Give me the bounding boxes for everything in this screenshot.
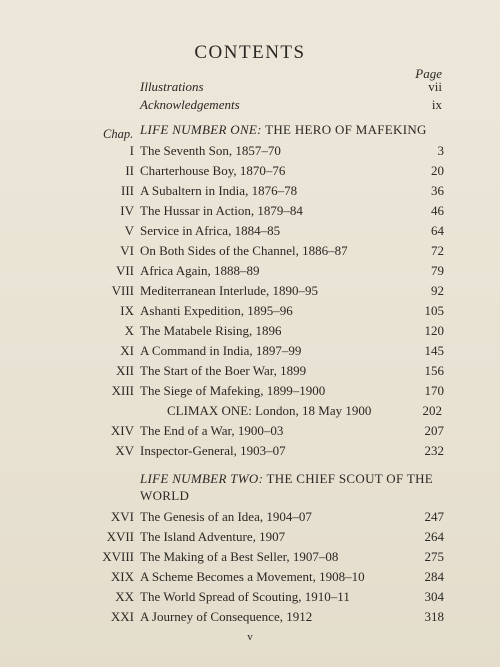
chapter-number: XVIII bbox=[102, 549, 134, 564]
chapter-title: Africa Again, 1888–89 bbox=[140, 263, 260, 278]
toc-row bbox=[0, 423, 500, 443]
climax-row bbox=[167, 403, 442, 423]
chapter-page: 36 bbox=[431, 183, 444, 198]
chapter-title: A Command in India, 1897–99 bbox=[140, 343, 302, 358]
chapter-title: The End of a War, 1900–03 bbox=[140, 423, 284, 438]
chapter-page: 170 bbox=[424, 383, 444, 398]
page-folio: v bbox=[247, 631, 253, 643]
toc-row bbox=[0, 243, 500, 263]
chapter-number: XII bbox=[115, 363, 134, 378]
chapter-title: Inspector-General, 1903–07 bbox=[140, 443, 286, 458]
chapter-page: 46 bbox=[431, 203, 444, 218]
chapter-column-label: Chap. bbox=[103, 127, 134, 141]
chapter-title: The Genesis of an Idea, 1904–07 bbox=[140, 509, 312, 524]
chapter-number: VI bbox=[120, 243, 134, 258]
chapter-page: 92 bbox=[431, 283, 444, 298]
chapter-number: XXI bbox=[110, 609, 134, 624]
chapter-number: III bbox=[121, 183, 134, 198]
chapter-title: Mediterranean Interlude, 1890–95 bbox=[140, 283, 318, 298]
toc-row bbox=[0, 283, 500, 303]
chapter-number: VIII bbox=[111, 283, 134, 298]
toc-row bbox=[0, 383, 500, 403]
part-one-heading bbox=[140, 121, 450, 138]
chapter-number: XIV bbox=[110, 423, 134, 438]
part-one-label: LIFE NUMBER ONE: bbox=[140, 122, 262, 137]
chapter-number: XVII bbox=[106, 529, 134, 544]
chapter-title: The Island Adventure, 1907 bbox=[140, 529, 286, 544]
chapter-number: I bbox=[129, 143, 134, 158]
chapter-title: A Journey of Consequence, 1912 bbox=[140, 609, 313, 624]
front-matter-page: vii bbox=[428, 79, 442, 94]
part-two-title: THE CHIEF SCOUT OF THE WORLD bbox=[140, 471, 434, 503]
toc-row bbox=[0, 549, 500, 569]
chapter-number: V bbox=[124, 223, 134, 238]
front-matter-label: Acknowledgements bbox=[140, 97, 240, 112]
part-one-title: THE HERO OF MAFEKING bbox=[261, 122, 427, 137]
chapter-page: 247 bbox=[424, 509, 444, 524]
chapter-title: The World Spread of Scouting, 1910–11 bbox=[140, 589, 350, 604]
toc-row bbox=[0, 303, 500, 323]
chapter-number: XIX bbox=[110, 569, 134, 584]
chapter-title: Charterhouse Boy, 1870–76 bbox=[140, 163, 286, 178]
chapter-title: The Hussar in Action, 1879–84 bbox=[140, 203, 303, 218]
chapter-title: Service in Africa, 1884–85 bbox=[140, 223, 281, 238]
part-two-label: LIFE NUMBER TWO: bbox=[140, 471, 264, 486]
toc-row bbox=[0, 363, 500, 383]
chapter-title: The Siege of Mafeking, 1899–1900 bbox=[140, 383, 326, 398]
contents-heading: CONTENTS bbox=[194, 42, 306, 63]
chapter-page: 275 bbox=[424, 549, 444, 564]
page-column-label: Page bbox=[415, 66, 442, 81]
chapter-page: 120 bbox=[424, 323, 444, 338]
chapter-page: 20 bbox=[431, 163, 444, 178]
toc-row bbox=[0, 509, 500, 529]
toc-row bbox=[0, 203, 500, 223]
chapter-title: A Subaltern in India, 1876–78 bbox=[140, 183, 298, 198]
climax-page: 202 bbox=[422, 403, 442, 418]
toc-row bbox=[0, 223, 500, 243]
climax-title: CLIMAX ONE: London, 18 May 1900 bbox=[167, 403, 372, 418]
chapter-page: 284 bbox=[424, 569, 444, 584]
chapter-number: XI bbox=[120, 343, 134, 358]
front-matter-row bbox=[140, 97, 442, 113]
chapter-title: The Making of a Best Seller, 1907–08 bbox=[140, 549, 339, 564]
front-matter-page: ix bbox=[431, 97, 442, 112]
chapter-page: 264 bbox=[424, 529, 444, 544]
toc-row bbox=[0, 263, 500, 283]
toc-row bbox=[0, 569, 500, 589]
toc-row bbox=[0, 529, 500, 549]
chapter-title: The Matabele Rising, 1896 bbox=[140, 323, 282, 338]
chapter-page: 105 bbox=[424, 303, 444, 318]
chapter-title: Ashanti Expedition, 1895–96 bbox=[140, 303, 293, 318]
chapter-page: 304 bbox=[424, 589, 444, 604]
toc-row bbox=[0, 323, 500, 343]
chapter-number: XVI bbox=[110, 509, 134, 524]
chapter-page: 207 bbox=[424, 423, 444, 438]
chapter-page: 232 bbox=[424, 443, 444, 458]
chapter-title: A Scheme Becomes a Movement, 1908–10 bbox=[140, 569, 365, 584]
chapter-number: XX bbox=[115, 589, 134, 604]
front-matter-row bbox=[140, 79, 442, 95]
chapter-number: IX bbox=[120, 303, 134, 318]
chapter-number: IV bbox=[120, 203, 134, 218]
chapter-page: 145 bbox=[424, 343, 444, 358]
chapter-page: 79 bbox=[431, 263, 444, 278]
chapter-number: XIII bbox=[111, 383, 134, 398]
chapter-page: 156 bbox=[424, 363, 444, 378]
chapter-title: On Both Sides of the Channel, 1886–87 bbox=[140, 243, 348, 258]
chapter-number: II bbox=[125, 163, 134, 178]
front-matter-label: Illustrations bbox=[140, 79, 204, 94]
toc-row bbox=[0, 163, 500, 183]
chapter-page: 318 bbox=[424, 609, 444, 624]
toc-row bbox=[0, 443, 500, 463]
toc-row bbox=[0, 609, 500, 629]
chapter-page: 3 bbox=[437, 143, 444, 158]
chapter-number: XV bbox=[115, 443, 134, 458]
chapter-title: The Seventh Son, 1857–70 bbox=[140, 143, 281, 158]
toc-row bbox=[0, 183, 500, 203]
chapter-page: 64 bbox=[431, 223, 444, 238]
chapter-number: X bbox=[124, 323, 134, 338]
toc-row bbox=[0, 143, 500, 163]
toc-row bbox=[0, 343, 500, 363]
part-two-heading bbox=[140, 470, 440, 504]
chapter-number: VII bbox=[115, 263, 134, 278]
chapter-title: The Start of the Boer War, 1899 bbox=[140, 363, 307, 378]
chapter-page: 72 bbox=[431, 243, 444, 258]
toc-row bbox=[0, 589, 500, 609]
